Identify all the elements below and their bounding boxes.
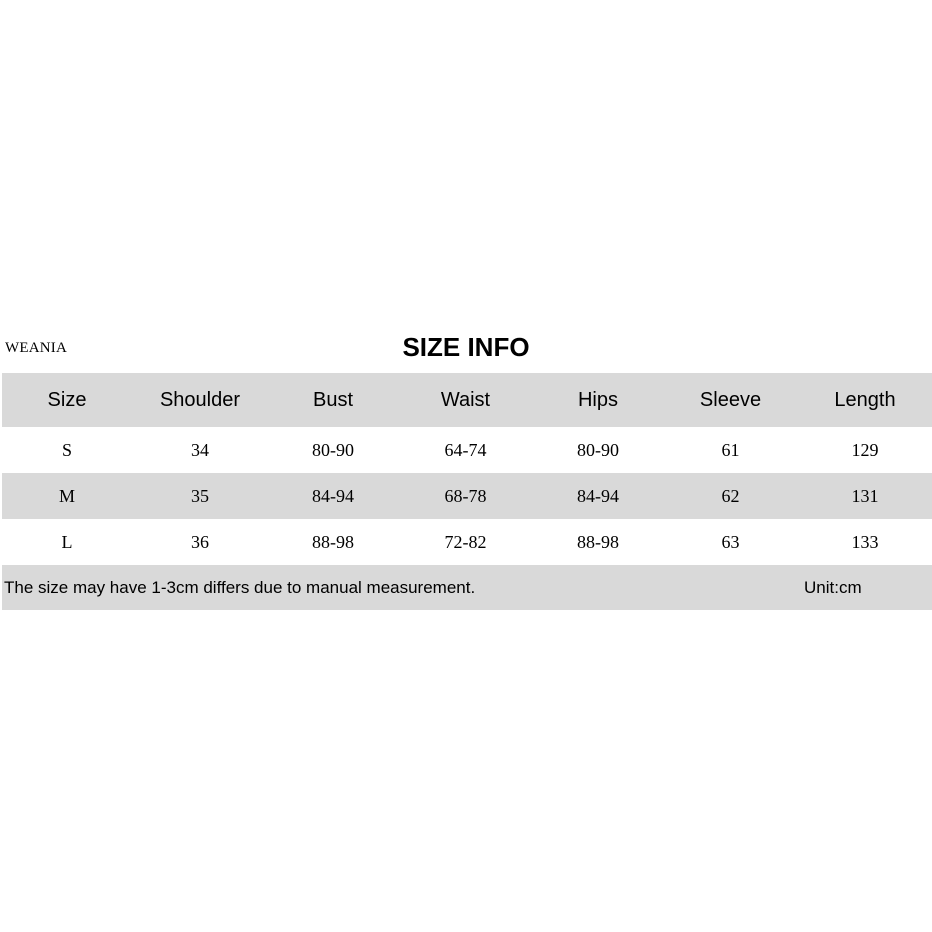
cell-waist: 68-78 bbox=[444, 485, 487, 506]
page-title: SIZE INFO bbox=[402, 332, 530, 362]
header-length: Length bbox=[834, 388, 896, 411]
table-row bbox=[2, 473, 932, 519]
header-shoulder: Shoulder bbox=[159, 388, 241, 411]
table-footer bbox=[2, 565, 932, 610]
cell-size: L bbox=[61, 531, 73, 552]
cell-sleeve: 61 bbox=[721, 439, 740, 460]
cell-hips: 80-90 bbox=[577, 439, 619, 460]
table-header-row bbox=[2, 373, 932, 427]
cell-length: 131 bbox=[851, 485, 879, 506]
cell-waist: 64-74 bbox=[444, 439, 487, 460]
header-waist: Waist bbox=[440, 388, 491, 411]
cell-bust: 88-98 bbox=[312, 531, 354, 552]
brand-logo: WEANIA bbox=[5, 340, 68, 356]
cell-shoulder: 35 bbox=[191, 485, 209, 506]
header-hips: Hips bbox=[577, 388, 618, 411]
cell-bust: 84-94 bbox=[312, 485, 354, 506]
table-row bbox=[2, 427, 932, 473]
measurement-note: The size may have 1-3cm differs due to manual measurement. bbox=[4, 578, 476, 597]
header-size: Size bbox=[47, 388, 87, 411]
cell-hips: 88-98 bbox=[577, 531, 619, 552]
cell-shoulder: 34 bbox=[191, 439, 209, 460]
cell-hips: 84-94 bbox=[577, 485, 619, 506]
cell-length: 129 bbox=[851, 439, 879, 460]
cell-length: 133 bbox=[851, 531, 879, 552]
header-bust: Bust bbox=[312, 388, 354, 411]
unit-label: Unit:cm bbox=[804, 578, 862, 597]
cell-shoulder: 36 bbox=[191, 531, 209, 552]
cell-sleeve: 63 bbox=[721, 531, 740, 552]
cell-sleeve: 62 bbox=[721, 485, 740, 506]
cell-bust: 80-90 bbox=[312, 439, 354, 460]
cell-waist: 72-82 bbox=[444, 531, 487, 552]
table-row bbox=[2, 519, 932, 565]
header-sleeve: Sleeve bbox=[699, 388, 762, 411]
cell-size: S bbox=[61, 439, 72, 460]
cell-size: M bbox=[58, 485, 75, 506]
